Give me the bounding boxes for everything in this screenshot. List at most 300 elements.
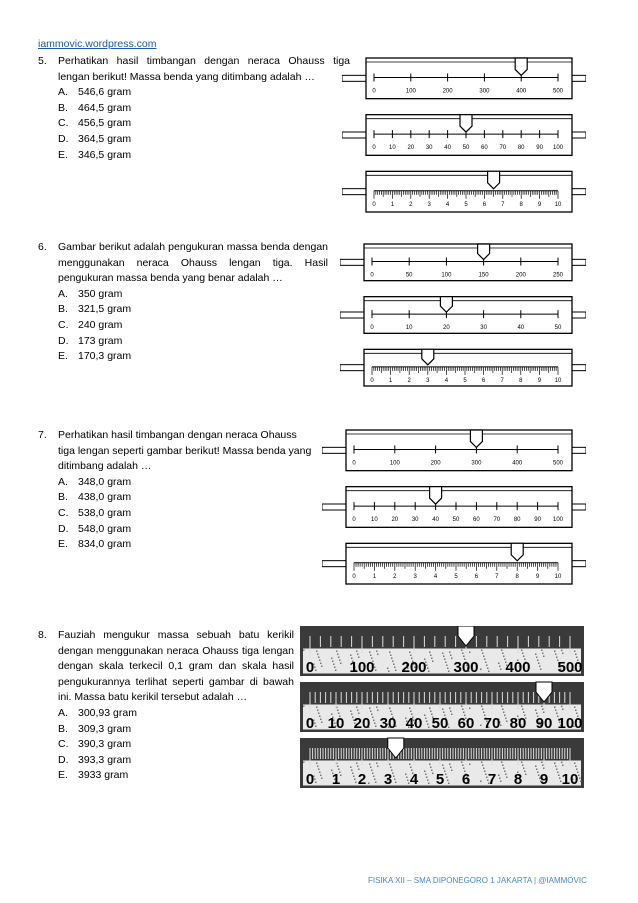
texture-dot (375, 670, 377, 672)
texture-dot (316, 651, 318, 653)
ohauss-beams-figure (340, 242, 586, 388)
texture-dot (499, 666, 501, 668)
scale-label: 50 (462, 145, 470, 152)
texture-dot (483, 712, 485, 714)
texture-dot (503, 656, 505, 658)
texture-dot (319, 716, 321, 718)
scale-label: 6 (482, 201, 487, 208)
option-d[interactable]: D. 364,5 gram (58, 132, 132, 145)
beam-body (366, 58, 572, 99)
texture-dot (356, 707, 358, 709)
texture-dot (377, 710, 379, 712)
texture-dot (505, 774, 507, 776)
texture-dot (576, 769, 578, 771)
texture-dot (576, 713, 578, 715)
texture-dot (429, 764, 431, 766)
texture-dot (319, 660, 321, 662)
texture-dot (449, 708, 451, 710)
option-c[interactable]: C. 390,3 gram (58, 738, 132, 751)
texture-dot (427, 780, 429, 782)
beam-body (364, 244, 572, 281)
texture-dot (448, 671, 450, 673)
texture-dot (395, 670, 397, 672)
scale-label: 400 (505, 659, 531, 676)
texture-dot (498, 775, 500, 777)
texture-dot (372, 717, 374, 719)
question-number: 8. (38, 629, 47, 641)
texture-dot (316, 763, 318, 765)
scale-label: 500 (552, 460, 564, 467)
beam-shaft-right (571, 259, 586, 265)
texture-dot (356, 651, 358, 653)
texture-dot (562, 709, 564, 711)
texture-dot (376, 763, 378, 765)
texture-dot (469, 652, 471, 654)
option-e[interactable]: E. 170,3 gram (58, 350, 132, 363)
texture-dot (314, 723, 316, 725)
scale-label: 100 (552, 517, 564, 524)
texture-dot (425, 774, 427, 776)
texture-dot (447, 668, 449, 670)
texture-dot (536, 657, 538, 659)
texture-dot (542, 709, 544, 711)
texture-dot (409, 652, 411, 654)
texture-dot (303, 650, 305, 652)
texture-dot (407, 780, 409, 782)
texture-dot (315, 670, 317, 672)
texture-dot (353, 776, 355, 778)
texture-dot (424, 771, 426, 773)
scale-label: 5 (463, 377, 467, 384)
texture-dot (317, 654, 319, 656)
texture-dot (340, 775, 342, 777)
texture-dot (443, 768, 445, 770)
texture-dot (318, 657, 320, 659)
texture-dot (354, 779, 356, 781)
option-d[interactable]: D. 173 gram (58, 334, 123, 347)
beams-svg (296, 626, 586, 788)
option-c[interactable]: C. 240 gram (58, 318, 123, 331)
option-d[interactable]: D. 548,0 gram (58, 522, 132, 535)
texture-dot (554, 763, 556, 765)
scale-label: 1 (331, 771, 341, 788)
texture-dot (501, 706, 503, 708)
texture-dot (556, 713, 558, 715)
texture-dot (537, 660, 539, 662)
texture-dot (485, 662, 487, 664)
texture-dot (462, 765, 464, 767)
texture-dot (523, 768, 525, 770)
texture-dot (393, 776, 395, 778)
texture-dot (390, 711, 392, 713)
texture-dot (388, 671, 390, 673)
scale-label: 0 (370, 377, 374, 384)
question-8 (38, 628, 294, 784)
beam-shaft-right (571, 504, 586, 510)
scale-label: 80 (517, 145, 525, 152)
scale-label: 40 (444, 145, 451, 152)
beam-2 (342, 115, 586, 156)
texture-dot (451, 714, 453, 716)
option-b[interactable]: B. 464,5 gram (58, 101, 132, 114)
scale-label: 300 (479, 88, 490, 95)
texture-dot (377, 654, 379, 656)
texture-dot (450, 711, 452, 713)
texture-dot (387, 668, 389, 670)
texture-dot (370, 711, 372, 713)
texture-dot (350, 655, 352, 657)
texture-dot (558, 775, 560, 777)
texture-dot (501, 762, 503, 764)
scale-label: 20 (443, 325, 450, 332)
texture-dot (410, 655, 412, 657)
beam-shaft-left (340, 312, 365, 318)
scale-label: 10 (554, 573, 562, 580)
texture-dot (430, 655, 432, 657)
texture-dot (525, 774, 527, 776)
texture-dot (318, 713, 320, 715)
texture-dot (371, 770, 373, 772)
texture-dot (561, 650, 563, 652)
texture-dot (557, 772, 559, 774)
texture-dot (499, 778, 501, 780)
texture-dot (504, 715, 506, 717)
texture-dot (374, 779, 376, 781)
texture-dot (482, 709, 484, 711)
beam-2 (322, 487, 586, 528)
beams-svg (340, 242, 586, 388)
texture-dot (576, 657, 578, 659)
texture-dot (555, 710, 557, 712)
texture-dot (449, 764, 451, 766)
option-b[interactable]: B. 309,3 gram (58, 722, 132, 735)
texture-dot (481, 650, 483, 652)
texture-dot (541, 650, 543, 652)
scale-label: 4 (409, 771, 419, 788)
texture-dot (469, 708, 471, 710)
texture-dot (542, 765, 544, 767)
texture-dot (409, 764, 411, 766)
texture-dot (442, 765, 444, 767)
scale-label: 10 (389, 145, 396, 152)
scale-label: 70 (493, 517, 501, 524)
scale-label: 70 (483, 715, 501, 732)
texture-dot (483, 656, 485, 658)
question-text: Perhatikan hasil timbangan dengan neraca Ohauss tiga lengan seperti gambar berikut! Massa benda yang ditimbang adalah … (58, 429, 312, 473)
scale-label: 7 (501, 201, 505, 208)
texture-dot (442, 709, 444, 711)
texture-dot (559, 778, 561, 780)
scale-label: 1 (372, 573, 377, 580)
scale-label: 3 (413, 573, 417, 580)
option-a[interactable]: A. 546,6 gram (58, 86, 132, 99)
option-c[interactable]: C. 538,0 gram (58, 506, 132, 519)
texture-dot (431, 658, 433, 660)
texture-dot (357, 766, 359, 768)
scale-label: 2 (407, 377, 411, 384)
scale-label: 3 (427, 201, 431, 208)
texture-dot (580, 781, 582, 783)
texture-dot (375, 726, 377, 728)
scale-label: 0 (305, 659, 315, 676)
scale-label: 4 (433, 573, 438, 580)
texture-dot (500, 669, 502, 671)
texture-dot (371, 714, 373, 716)
texture-dot (430, 767, 432, 769)
texture-dot (337, 766, 339, 768)
beam-3 (340, 349, 586, 386)
texture-dot (556, 769, 558, 771)
scale-label: 7 (495, 573, 499, 580)
texture-dot (555, 654, 557, 656)
texture-dot (461, 650, 463, 652)
texture-dot (392, 773, 394, 775)
scale-label: 90 (535, 715, 553, 732)
texture-dot (394, 667, 396, 669)
texture-dot (375, 782, 377, 784)
page-footer: FISIKA XII – SMA DIPONEGORO 1 JAKARTA | @IAMMOVIC (368, 876, 587, 885)
option-b[interactable]: B. 438,0 gram (58, 491, 132, 504)
option-e[interactable]: E. 346,5 gram (58, 148, 132, 161)
scale-label: 200 (430, 460, 441, 467)
scale-label: 40 (517, 325, 525, 332)
beam-shaft-right (571, 561, 586, 567)
texture-dot (409, 708, 411, 710)
texture-dot (501, 650, 503, 652)
texture-dot (462, 709, 464, 711)
texture-dot (502, 653, 504, 655)
option-e[interactable]: E. 834,0 gram (58, 538, 132, 551)
texture-dot (427, 724, 429, 726)
beam-shaft-left (340, 259, 365, 265)
question-6 (38, 240, 328, 365)
texture-dot (505, 718, 507, 720)
texture-dot (482, 765, 484, 767)
texture-dot (427, 668, 429, 670)
texture-dot (338, 657, 340, 659)
scale-label: 8 (519, 201, 523, 208)
scale-label: 60 (473, 517, 480, 524)
texture-dot (392, 661, 394, 663)
texture-dot (502, 765, 504, 767)
texture-dot (429, 652, 431, 654)
texture-dot (543, 656, 545, 658)
beam-2 (300, 682, 584, 732)
texture-dot (535, 766, 537, 768)
option-e[interactable]: E. 3933 gram (58, 769, 129, 782)
scale-label: 2 (393, 573, 397, 580)
beam-body (364, 297, 572, 334)
scale-label: 400 (516, 88, 527, 95)
texture-dot (391, 658, 393, 660)
scale-label: 100 (389, 460, 400, 467)
scale-label: 4 (445, 201, 450, 208)
texture-dot (355, 782, 357, 784)
texture-dot (358, 713, 360, 715)
beam-2 (340, 297, 586, 334)
scale-label: 200 (401, 659, 427, 676)
beam-shaft-left (342, 189, 367, 195)
texture-dot (484, 771, 486, 773)
texture-dot (395, 782, 397, 784)
texture-dot (352, 773, 354, 775)
texture-dot (554, 651, 556, 653)
beam-shaft-left (322, 447, 347, 453)
scale-label: 9 (539, 771, 549, 788)
scale-label: 90 (534, 517, 541, 524)
texture-dot (480, 725, 482, 727)
texture-dot (340, 663, 342, 665)
texture-dot (389, 708, 391, 710)
texture-dot (425, 718, 427, 720)
texture-dot (463, 768, 465, 770)
texture-dot (448, 783, 450, 785)
texture-dot (462, 653, 464, 655)
option-b[interactable]: B. 321,5 gram (58, 303, 132, 316)
texture-dot (358, 657, 360, 659)
texture-dot (372, 773, 374, 775)
scale-label: 1 (390, 201, 395, 208)
scale-label: 30 (411, 517, 419, 524)
texture-dot (574, 651, 576, 653)
beam-shaft-left (340, 365, 365, 371)
scale-label: 100 (349, 659, 375, 676)
question-text: Perhatikan hasil timbangan dengan neraca Ohauss tiga lengan berikut! Massa benda yang ditimbang adalah … (58, 55, 350, 83)
texture-dot (315, 726, 317, 728)
question-number: 6. (38, 241, 47, 253)
texture-dot (535, 710, 537, 712)
scale-label: 8 (519, 377, 523, 384)
texture-dot (431, 770, 433, 772)
option-a[interactable]: A. 300,93 gram (58, 706, 137, 719)
texture-dot (523, 712, 525, 714)
texture-dot (337, 654, 339, 656)
beam-1 (322, 430, 586, 471)
texture-dot (314, 667, 316, 669)
texture-dot (320, 663, 322, 665)
scale-label: 6 (481, 377, 486, 384)
texture-dot (486, 665, 488, 667)
texture-dot (350, 767, 352, 769)
texture-dot (444, 771, 446, 773)
texture-dot (521, 650, 523, 652)
texture-dot (405, 774, 407, 776)
scale-label: 100 (441, 272, 452, 279)
texture-dot (481, 706, 483, 708)
scale-label: 0 (372, 145, 376, 152)
texture-dot (463, 656, 465, 658)
texture-dot (428, 727, 430, 729)
texture-dot (373, 720, 375, 722)
beam-body (346, 430, 572, 471)
question-5 (38, 54, 350, 163)
beam-3 (322, 543, 586, 584)
texture-dot (461, 762, 463, 764)
scale-label: 0 (372, 201, 376, 208)
texture-dot (432, 773, 434, 775)
scale-label: 0 (372, 88, 376, 95)
scale-label: 90 (536, 145, 543, 152)
beam-shaft-right (571, 312, 586, 318)
texture-dot (506, 777, 508, 779)
scale-label: 20 (391, 517, 399, 524)
texture-dot (450, 767, 452, 769)
scale-label: 20 (353, 715, 371, 732)
beam-3 (300, 738, 584, 788)
texture-dot (374, 723, 376, 725)
texture-dot (449, 652, 451, 654)
texture-dot (444, 659, 446, 661)
texture-dot (315, 782, 317, 784)
scale-label: 0 (370, 325, 374, 332)
texture-dot (484, 659, 486, 661)
scale-label: 100 (405, 88, 416, 95)
texture-dot (521, 762, 523, 764)
scale-label: 5 (435, 771, 445, 788)
texture-dot (443, 656, 445, 658)
scale-label: 30 (480, 325, 487, 332)
texture-dot (522, 709, 524, 711)
texture-dot (500, 781, 502, 783)
texture-dot (483, 768, 485, 770)
scale-label: 4 (444, 377, 449, 384)
texture-dot (314, 779, 316, 781)
texture-dot (445, 774, 447, 776)
scale-label: 10 (327, 715, 345, 732)
scale-label: 100 (552, 145, 564, 152)
texture-dot (377, 766, 379, 768)
texture-dot (389, 652, 391, 654)
texture-dot (334, 667, 336, 669)
beams-svg (342, 56, 586, 214)
texture-dot (575, 766, 577, 768)
texture-dot (556, 657, 558, 659)
scale-label: 10 (554, 377, 562, 384)
texture-dot (370, 655, 372, 657)
ohauss-beams-figure (342, 56, 586, 214)
texture-dot (574, 707, 576, 709)
website-link[interactable]: iammovic.wordpress.com (38, 38, 157, 50)
texture-dot (357, 710, 359, 712)
option-d[interactable]: D. 393,3 gram (58, 753, 132, 766)
question-text: Fauziah mengukur massa sebuah batu kerikil dengan menggunakan neraca Ohauss tiga lengan dengan skala terkecil 0,1 gram dan skala hasil pengukurannya terlihat seperti gambar di bawah ini. Massa batu kerikil tersebut adalah … (58, 629, 294, 704)
beam-shaft-left (342, 132, 367, 138)
scale-label: 40 (405, 715, 423, 732)
texture-dot (369, 708, 371, 710)
texture-dot (540, 669, 542, 671)
texture-dot (350, 711, 352, 713)
texture-dot (575, 654, 577, 656)
texture-dot (321, 722, 323, 724)
scale-label: 9 (537, 201, 542, 208)
texture-dot (336, 651, 338, 653)
option-a[interactable]: A. 348,0 gram (58, 475, 132, 488)
texture-dot (410, 711, 412, 713)
texture-dot (333, 664, 335, 666)
scale-label: 500 (552, 88, 564, 95)
texture-dot (369, 652, 371, 654)
scale-label: 500 (557, 659, 583, 676)
texture-dot (424, 715, 426, 717)
texture-dot (370, 767, 372, 769)
option-a[interactable]: A. 350 gram (58, 287, 123, 300)
texture-dot (390, 767, 392, 769)
texture-dot (554, 707, 556, 709)
texture-dot (368, 783, 370, 785)
texture-dot (443, 712, 445, 714)
texture-dot (317, 766, 319, 768)
option-c[interactable]: C. 456,5 gram (58, 117, 132, 130)
